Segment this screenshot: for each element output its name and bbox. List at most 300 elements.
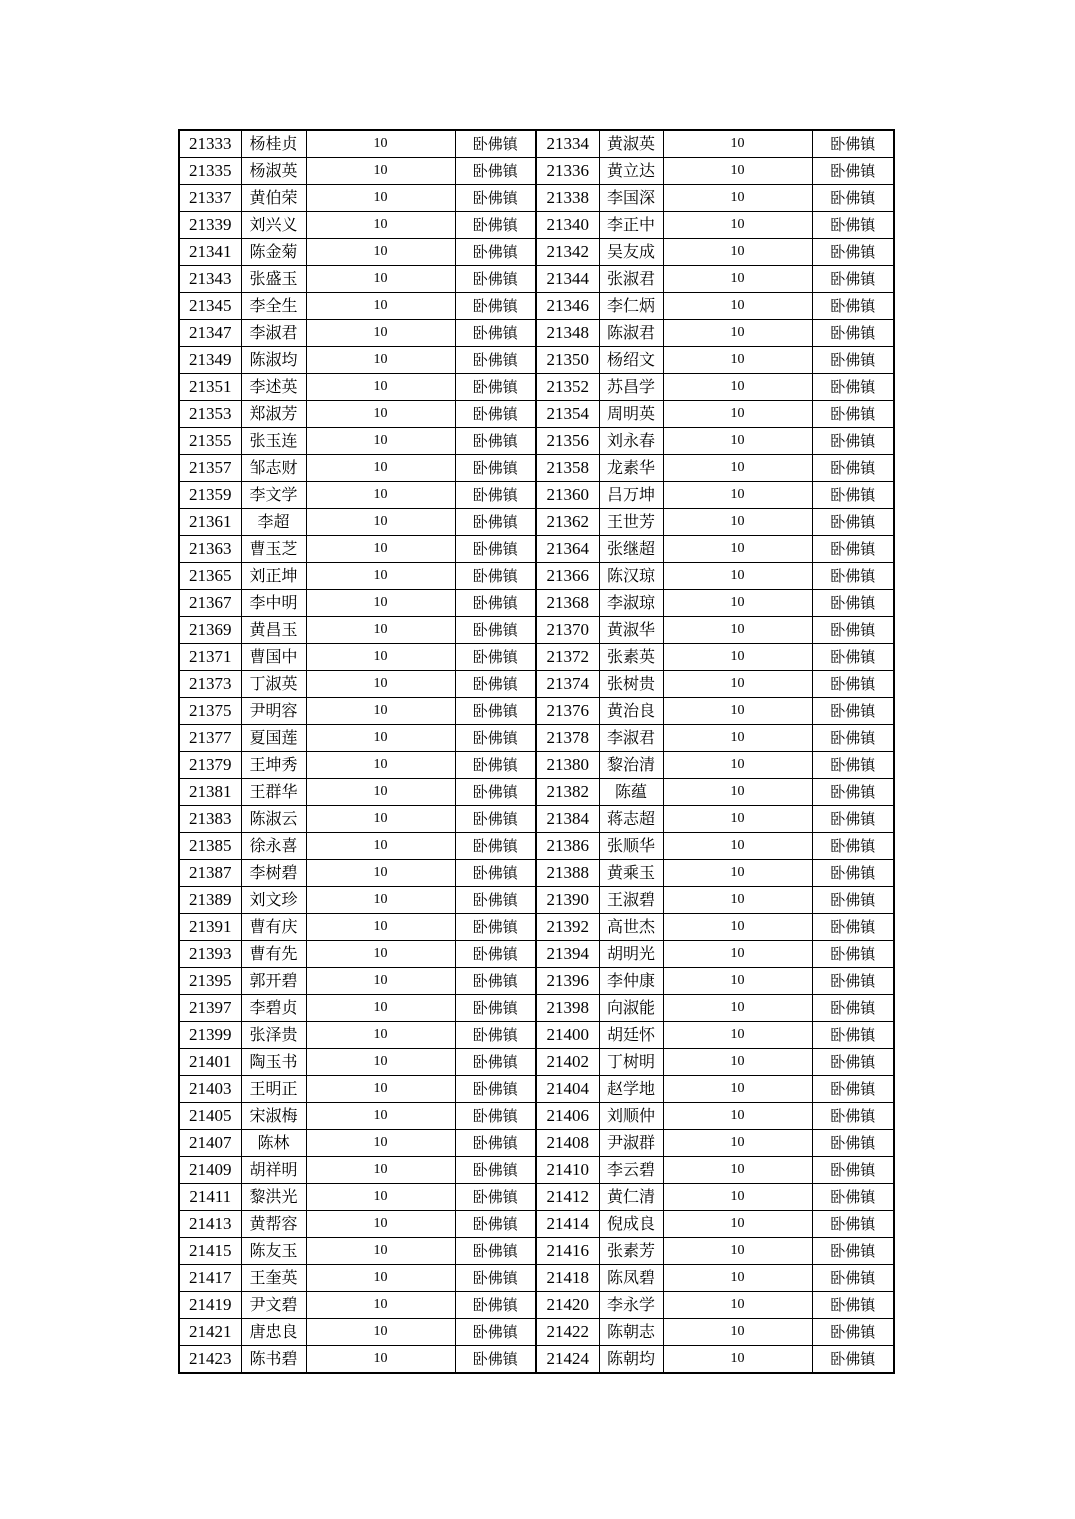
town-name-cell: 卧佛镇 <box>455 293 536 320</box>
record-number-cell: 21372 <box>536 644 599 671</box>
person-name-cell: 吴友成 <box>599 239 663 266</box>
table-row <box>179 1184 894 1211</box>
person-name-cell: 黄立达 <box>599 158 663 185</box>
person-name-cell: 曹有庆 <box>241 914 306 941</box>
person-name-cell: 张素英 <box>599 644 663 671</box>
table-row <box>179 1130 894 1157</box>
table-row <box>179 185 894 212</box>
person-name-cell: 胡祥明 <box>241 1157 306 1184</box>
record-number-cell: 21364 <box>536 536 599 563</box>
town-name-cell: 卧佛镇 <box>812 1319 894 1346</box>
town-name-cell: 卧佛镇 <box>812 968 894 995</box>
table-row <box>179 374 894 401</box>
record-number-cell: 21384 <box>536 806 599 833</box>
amount-cell: 10 <box>306 239 455 266</box>
town-name-cell: 卧佛镇 <box>455 1103 536 1130</box>
town-name-cell: 卧佛镇 <box>455 1346 536 1374</box>
town-name-cell: 卧佛镇 <box>455 671 536 698</box>
town-name-cell: 卧佛镇 <box>455 1049 536 1076</box>
person-name-cell: 李国深 <box>599 185 663 212</box>
town-name-cell: 卧佛镇 <box>812 266 894 293</box>
table-row <box>179 779 894 806</box>
amount-cell: 10 <box>306 130 455 158</box>
record-number-cell: 21380 <box>536 752 599 779</box>
town-name-cell: 卧佛镇 <box>812 779 894 806</box>
record-number-cell: 21346 <box>536 293 599 320</box>
record-number-cell: 21341 <box>179 239 241 266</box>
person-name-cell: 郭开碧 <box>241 968 306 995</box>
record-number-cell: 21370 <box>536 617 599 644</box>
town-name-cell: 卧佛镇 <box>812 428 894 455</box>
table-row <box>179 239 894 266</box>
town-name-cell: 卧佛镇 <box>455 1211 536 1238</box>
amount-cell: 10 <box>663 1049 812 1076</box>
record-number-cell: 21362 <box>536 509 599 536</box>
table-row <box>179 752 894 779</box>
amount-cell: 10 <box>306 725 455 752</box>
town-name-cell: 卧佛镇 <box>455 1130 536 1157</box>
town-name-cell: 卧佛镇 <box>812 671 894 698</box>
amount-cell: 10 <box>663 644 812 671</box>
town-name-cell: 卧佛镇 <box>812 1184 894 1211</box>
town-name-cell: 卧佛镇 <box>812 1103 894 1130</box>
record-number-cell: 21394 <box>536 941 599 968</box>
amount-cell: 10 <box>663 752 812 779</box>
town-name-cell: 卧佛镇 <box>812 185 894 212</box>
table-row <box>179 1103 894 1130</box>
person-name-cell: 李树碧 <box>241 860 306 887</box>
amount-cell: 10 <box>306 941 455 968</box>
person-name-cell: 王淑碧 <box>599 887 663 914</box>
record-number-cell: 21367 <box>179 590 241 617</box>
person-name-cell: 陈淑云 <box>241 806 306 833</box>
person-name-cell: 李碧贞 <box>241 995 306 1022</box>
person-name-cell: 向淑能 <box>599 995 663 1022</box>
town-name-cell: 卧佛镇 <box>812 995 894 1022</box>
town-name-cell: 卧佛镇 <box>455 212 536 239</box>
record-number-cell: 21418 <box>536 1265 599 1292</box>
amount-cell: 10 <box>306 644 455 671</box>
person-name-cell: 黄淑英 <box>599 130 663 158</box>
person-name-cell: 李述英 <box>241 374 306 401</box>
amount-cell: 10 <box>663 1022 812 1049</box>
person-name-cell: 张素芳 <box>599 1238 663 1265</box>
person-name-cell: 刘永春 <box>599 428 663 455</box>
person-name-cell: 李中明 <box>241 590 306 617</box>
record-number-cell: 21355 <box>179 428 241 455</box>
table-row <box>179 1238 894 1265</box>
table-row <box>179 1319 894 1346</box>
town-name-cell: 卧佛镇 <box>455 239 536 266</box>
amount-cell: 10 <box>663 995 812 1022</box>
table-row <box>179 212 894 239</box>
person-name-cell: 王奎英 <box>241 1265 306 1292</box>
record-number-cell: 21374 <box>536 671 599 698</box>
person-name-cell: 陶玉书 <box>241 1049 306 1076</box>
record-number-cell: 21369 <box>179 617 241 644</box>
town-name-cell: 卧佛镇 <box>812 1049 894 1076</box>
amount-cell: 10 <box>306 1157 455 1184</box>
amount-cell: 10 <box>663 617 812 644</box>
person-name-cell: 王世芳 <box>599 509 663 536</box>
record-number-cell: 21386 <box>536 833 599 860</box>
record-number-cell: 21334 <box>536 130 599 158</box>
record-number-cell: 21371 <box>179 644 241 671</box>
town-name-cell: 卧佛镇 <box>455 185 536 212</box>
record-number-cell: 21356 <box>536 428 599 455</box>
record-number-cell: 21359 <box>179 482 241 509</box>
person-name-cell: 邹志财 <box>241 455 306 482</box>
person-name-cell: 曹玉芝 <box>241 536 306 563</box>
amount-cell: 10 <box>306 266 455 293</box>
town-name-cell: 卧佛镇 <box>455 1238 536 1265</box>
amount-cell: 10 <box>663 239 812 266</box>
person-name-cell: 李全生 <box>241 293 306 320</box>
person-name-cell: 尹淑群 <box>599 1130 663 1157</box>
town-name-cell: 卧佛镇 <box>455 1076 536 1103</box>
record-number-cell: 21420 <box>536 1292 599 1319</box>
amount-cell: 10 <box>663 806 812 833</box>
town-name-cell: 卧佛镇 <box>455 1022 536 1049</box>
amount-cell: 10 <box>663 482 812 509</box>
record-number-cell: 21412 <box>536 1184 599 1211</box>
record-number-cell: 21406 <box>536 1103 599 1130</box>
record-number-cell: 21360 <box>536 482 599 509</box>
town-name-cell: 卧佛镇 <box>455 914 536 941</box>
town-name-cell: 卧佛镇 <box>455 374 536 401</box>
table-row <box>179 995 894 1022</box>
record-number-cell: 21352 <box>536 374 599 401</box>
amount-cell: 10 <box>306 212 455 239</box>
amount-cell: 10 <box>663 860 812 887</box>
table-row <box>179 1157 894 1184</box>
person-name-cell: 李文学 <box>241 482 306 509</box>
amount-cell: 10 <box>306 1265 455 1292</box>
record-number-cell: 21409 <box>179 1157 241 1184</box>
record-number-cell: 21383 <box>179 806 241 833</box>
record-number-cell: 21347 <box>179 320 241 347</box>
record-number-cell: 21333 <box>179 130 241 158</box>
person-name-cell: 李仁炳 <box>599 293 663 320</box>
table-row <box>179 482 894 509</box>
town-name-cell: 卧佛镇 <box>455 887 536 914</box>
record-number-cell: 21337 <box>179 185 241 212</box>
table-row <box>179 428 894 455</box>
town-name-cell: 卧佛镇 <box>455 1292 536 1319</box>
town-name-cell: 卧佛镇 <box>812 1022 894 1049</box>
town-name-cell: 卧佛镇 <box>455 833 536 860</box>
amount-cell: 10 <box>306 374 455 401</box>
person-name-cell: 刘正坤 <box>241 563 306 590</box>
town-name-cell: 卧佛镇 <box>455 266 536 293</box>
amount-cell: 10 <box>306 509 455 536</box>
town-name-cell: 卧佛镇 <box>812 563 894 590</box>
town-name-cell: 卧佛镇 <box>812 1265 894 1292</box>
town-name-cell: 卧佛镇 <box>455 509 536 536</box>
person-name-cell: 张玉连 <box>241 428 306 455</box>
town-name-cell: 卧佛镇 <box>455 536 536 563</box>
town-name-cell: 卧佛镇 <box>812 509 894 536</box>
amount-cell: 10 <box>663 212 812 239</box>
record-number-cell: 21390 <box>536 887 599 914</box>
person-name-cell: 宋淑梅 <box>241 1103 306 1130</box>
amount-cell: 10 <box>663 941 812 968</box>
table-row <box>179 455 894 482</box>
record-number-cell: 21368 <box>536 590 599 617</box>
town-name-cell: 卧佛镇 <box>812 1157 894 1184</box>
person-name-cell: 黄乘玉 <box>599 860 663 887</box>
amount-cell: 10 <box>663 698 812 725</box>
record-number-cell: 21377 <box>179 725 241 752</box>
table-row <box>179 320 894 347</box>
person-name-cell: 倪成良 <box>599 1211 663 1238</box>
person-name-cell: 陈蕴 <box>599 779 663 806</box>
record-number-cell: 21416 <box>536 1238 599 1265</box>
record-number-cell: 21343 <box>179 266 241 293</box>
record-number-cell: 21396 <box>536 968 599 995</box>
amount-cell: 10 <box>663 671 812 698</box>
record-number-cell: 21375 <box>179 698 241 725</box>
record-number-cell: 21358 <box>536 455 599 482</box>
person-name-cell: 胡廷怀 <box>599 1022 663 1049</box>
record-number-cell: 21404 <box>536 1076 599 1103</box>
person-name-cell: 李正中 <box>599 212 663 239</box>
town-name-cell: 卧佛镇 <box>455 1157 536 1184</box>
record-number-cell: 21402 <box>536 1049 599 1076</box>
amount-cell: 10 <box>306 1346 455 1374</box>
record-number-cell: 21363 <box>179 536 241 563</box>
record-number-cell: 21389 <box>179 887 241 914</box>
amount-cell: 10 <box>663 1103 812 1130</box>
amount-cell: 10 <box>306 455 455 482</box>
amount-cell: 10 <box>663 1346 812 1374</box>
table-row <box>179 725 894 752</box>
person-name-cell: 李云碧 <box>599 1157 663 1184</box>
table-row <box>179 1076 894 1103</box>
town-name-cell: 卧佛镇 <box>812 401 894 428</box>
person-name-cell: 尹文碧 <box>241 1292 306 1319</box>
amount-cell: 10 <box>663 914 812 941</box>
person-name-cell: 李仲康 <box>599 968 663 995</box>
amount-cell: 10 <box>663 1157 812 1184</box>
record-number-cell: 21401 <box>179 1049 241 1076</box>
person-name-cell: 杨绍文 <box>599 347 663 374</box>
record-number-cell: 21349 <box>179 347 241 374</box>
person-name-cell: 陈友玉 <box>241 1238 306 1265</box>
roster-table <box>178 129 895 1374</box>
record-number-cell: 21348 <box>536 320 599 347</box>
amount-cell: 10 <box>663 347 812 374</box>
record-number-cell: 21413 <box>179 1211 241 1238</box>
town-name-cell: 卧佛镇 <box>812 1346 894 1374</box>
town-name-cell: 卧佛镇 <box>812 725 894 752</box>
amount-cell: 10 <box>306 1049 455 1076</box>
record-number-cell: 21379 <box>179 752 241 779</box>
person-name-cell: 王坤秀 <box>241 752 306 779</box>
town-name-cell: 卧佛镇 <box>812 644 894 671</box>
town-name-cell: 卧佛镇 <box>812 860 894 887</box>
record-number-cell: 21353 <box>179 401 241 428</box>
town-name-cell: 卧佛镇 <box>812 590 894 617</box>
town-name-cell: 卧佛镇 <box>455 455 536 482</box>
table-row <box>179 941 894 968</box>
record-number-cell: 21419 <box>179 1292 241 1319</box>
amount-cell: 10 <box>663 887 812 914</box>
record-number-cell: 21395 <box>179 968 241 995</box>
record-number-cell: 21421 <box>179 1319 241 1346</box>
amount-cell: 10 <box>306 1130 455 1157</box>
table-row <box>179 130 894 158</box>
person-name-cell: 黄伯荣 <box>241 185 306 212</box>
person-name-cell: 陈朝均 <box>599 1346 663 1374</box>
amount-cell: 10 <box>663 185 812 212</box>
person-name-cell: 杨淑英 <box>241 158 306 185</box>
record-number-cell: 21403 <box>179 1076 241 1103</box>
table-row <box>179 401 894 428</box>
amount-cell: 10 <box>306 536 455 563</box>
amount-cell: 10 <box>306 158 455 185</box>
person-name-cell: 王明正 <box>241 1076 306 1103</box>
amount-cell: 10 <box>306 320 455 347</box>
table-row <box>179 860 894 887</box>
table-row <box>179 806 894 833</box>
person-name-cell: 曹有先 <box>241 941 306 968</box>
town-name-cell: 卧佛镇 <box>812 482 894 509</box>
amount-cell: 10 <box>663 509 812 536</box>
amount-cell: 10 <box>306 914 455 941</box>
person-name-cell: 郑淑芳 <box>241 401 306 428</box>
town-name-cell: 卧佛镇 <box>812 617 894 644</box>
amount-cell: 10 <box>663 1076 812 1103</box>
amount-cell: 10 <box>306 698 455 725</box>
town-name-cell: 卧佛镇 <box>455 779 536 806</box>
table-row <box>179 1211 894 1238</box>
amount-cell: 10 <box>306 347 455 374</box>
person-name-cell: 黎治清 <box>599 752 663 779</box>
town-name-cell: 卧佛镇 <box>812 239 894 266</box>
person-name-cell: 陈凤碧 <box>599 1265 663 1292</box>
amount-cell: 10 <box>663 1184 812 1211</box>
person-name-cell: 王群华 <box>241 779 306 806</box>
record-number-cell: 21366 <box>536 563 599 590</box>
record-number-cell: 21339 <box>179 212 241 239</box>
town-name-cell: 卧佛镇 <box>455 968 536 995</box>
record-number-cell: 21373 <box>179 671 241 698</box>
record-number-cell: 21393 <box>179 941 241 968</box>
person-name-cell: 尹明容 <box>241 698 306 725</box>
amount-cell: 10 <box>306 752 455 779</box>
record-number-cell: 21381 <box>179 779 241 806</box>
town-name-cell: 卧佛镇 <box>812 536 894 563</box>
record-number-cell: 21335 <box>179 158 241 185</box>
amount-cell: 10 <box>306 1076 455 1103</box>
town-name-cell: 卧佛镇 <box>812 320 894 347</box>
town-name-cell: 卧佛镇 <box>455 860 536 887</box>
table-row <box>179 266 894 293</box>
record-number-cell: 21415 <box>179 1238 241 1265</box>
table-row <box>179 1292 894 1319</box>
amount-cell: 10 <box>663 158 812 185</box>
amount-cell: 10 <box>306 1319 455 1346</box>
amount-cell: 10 <box>663 833 812 860</box>
record-number-cell: 21387 <box>179 860 241 887</box>
person-name-cell: 陈朝志 <box>599 1319 663 1346</box>
amount-cell: 10 <box>306 1022 455 1049</box>
town-name-cell: 卧佛镇 <box>812 130 894 158</box>
person-name-cell: 李淑琼 <box>599 590 663 617</box>
town-name-cell: 卧佛镇 <box>455 752 536 779</box>
table-row <box>179 1346 894 1374</box>
table-row <box>179 617 894 644</box>
record-number-cell: 21417 <box>179 1265 241 1292</box>
amount-cell: 10 <box>306 860 455 887</box>
table-row <box>179 509 894 536</box>
amount-cell: 10 <box>306 401 455 428</box>
record-number-cell: 21423 <box>179 1346 241 1374</box>
person-name-cell: 张盛玉 <box>241 266 306 293</box>
person-name-cell: 龙素华 <box>599 455 663 482</box>
person-name-cell: 陈汉琼 <box>599 563 663 590</box>
amount-cell: 10 <box>663 1292 812 1319</box>
amount-cell: 10 <box>306 968 455 995</box>
person-name-cell: 张顺华 <box>599 833 663 860</box>
table-row <box>179 563 894 590</box>
amount-cell: 10 <box>663 401 812 428</box>
record-number-cell: 21361 <box>179 509 241 536</box>
person-name-cell: 陈林 <box>241 1130 306 1157</box>
amount-cell: 10 <box>306 1292 455 1319</box>
person-name-cell: 曹国中 <box>241 644 306 671</box>
amount-cell: 10 <box>663 374 812 401</box>
table-row <box>179 968 894 995</box>
amount-cell: 10 <box>306 590 455 617</box>
record-number-cell: 21340 <box>536 212 599 239</box>
person-name-cell: 苏昌学 <box>599 374 663 401</box>
person-name-cell: 张泽贵 <box>241 1022 306 1049</box>
town-name-cell: 卧佛镇 <box>812 941 894 968</box>
amount-cell: 10 <box>306 482 455 509</box>
record-number-cell: 21410 <box>536 1157 599 1184</box>
town-name-cell: 卧佛镇 <box>455 995 536 1022</box>
table-row <box>179 644 894 671</box>
person-name-cell: 陈淑均 <box>241 347 306 374</box>
person-name-cell: 夏国莲 <box>241 725 306 752</box>
record-number-cell: 21351 <box>179 374 241 401</box>
record-number-cell: 21382 <box>536 779 599 806</box>
person-name-cell: 丁树明 <box>599 1049 663 1076</box>
town-name-cell: 卧佛镇 <box>812 698 894 725</box>
person-name-cell: 黄帮容 <box>241 1211 306 1238</box>
record-number-cell: 21336 <box>536 158 599 185</box>
table-row <box>179 887 894 914</box>
record-number-cell: 21342 <box>536 239 599 266</box>
amount-cell: 10 <box>306 1238 455 1265</box>
amount-cell: 10 <box>306 1211 455 1238</box>
record-number-cell: 21345 <box>179 293 241 320</box>
record-number-cell: 21405 <box>179 1103 241 1130</box>
amount-cell: 10 <box>306 887 455 914</box>
record-number-cell: 21357 <box>179 455 241 482</box>
person-name-cell: 刘文珍 <box>241 887 306 914</box>
amount-cell: 10 <box>306 563 455 590</box>
town-name-cell: 卧佛镇 <box>455 130 536 158</box>
record-number-cell: 21376 <box>536 698 599 725</box>
person-name-cell: 刘兴义 <box>241 212 306 239</box>
person-name-cell: 赵学地 <box>599 1076 663 1103</box>
person-name-cell: 张树贵 <box>599 671 663 698</box>
person-name-cell: 黎洪光 <box>241 1184 306 1211</box>
town-name-cell: 卧佛镇 <box>455 806 536 833</box>
